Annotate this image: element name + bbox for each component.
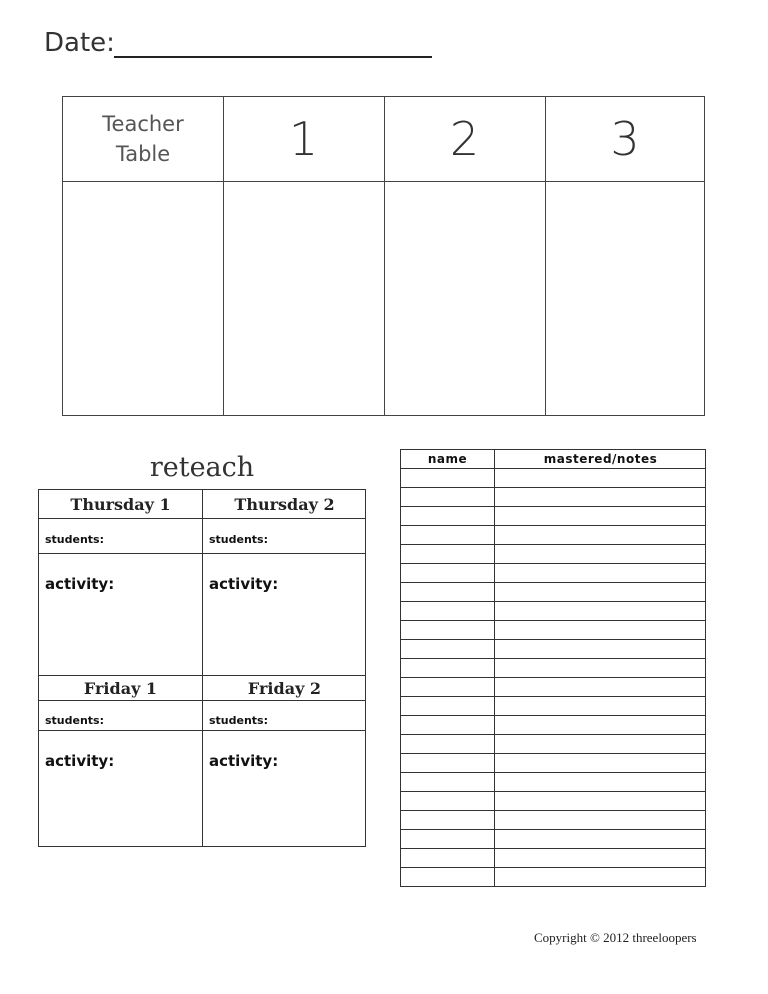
table-row-divider — [401, 563, 705, 564]
table-row-divider — [401, 772, 705, 773]
friday-2-header: Friday 2 — [247, 678, 322, 698]
thursday-1-header: Thursday 1 — [70, 494, 171, 514]
table-row-divider — [401, 848, 705, 849]
activity-label: activity: — [45, 752, 115, 770]
group-1-header — [223, 97, 384, 181]
table-row-divider — [401, 582, 705, 583]
activity-label: activity: — [209, 752, 279, 770]
activity-label: activity: — [209, 575, 279, 593]
row-divider — [39, 700, 365, 701]
group-1-number: 1 — [288, 112, 319, 166]
table-row-divider — [401, 677, 705, 678]
name-column-header: name — [427, 452, 468, 466]
table-row-divider — [401, 506, 705, 507]
column-divider — [223, 97, 224, 415]
table-row-divider — [401, 544, 705, 545]
table-row-divider — [401, 658, 705, 659]
activity-label: activity: — [45, 575, 115, 593]
column-divider — [202, 676, 203, 846]
students-label: students: — [209, 533, 269, 546]
row-divider — [39, 553, 365, 554]
group-3-number: 3 — [610, 112, 640, 166]
reteach-friday-table — [38, 675, 366, 847]
copyright-notice: Copyright © 2012 threeloopers — [534, 930, 697, 945]
mastery-notes-table — [400, 449, 706, 887]
table-row-divider — [401, 525, 705, 526]
header-divider — [401, 468, 705, 469]
thursday-2-header: Thursday 2 — [234, 494, 335, 514]
table-row-divider — [401, 620, 705, 621]
teacher-table-grid — [62, 96, 705, 416]
table-row-divider — [401, 734, 705, 735]
table-row-divider — [401, 601, 705, 602]
table-row-divider — [401, 753, 705, 754]
reteach-thursday-table — [38, 489, 366, 676]
table-row-divider — [401, 487, 705, 488]
row-divider — [39, 518, 365, 519]
table-row-divider — [401, 810, 705, 811]
table-row-divider — [401, 867, 705, 868]
group-2-number: 2 — [449, 112, 480, 166]
notes-column-header: mastered/notes — [543, 452, 658, 466]
reteach-title: reteach — [149, 452, 255, 483]
table-row-divider — [401, 829, 705, 830]
teacher-table-header — [63, 97, 223, 181]
friday-1-header: Friday 1 — [83, 678, 158, 698]
column-divider — [384, 97, 385, 415]
table-row-divider — [401, 791, 705, 792]
column-divider — [545, 97, 546, 415]
header-divider — [63, 181, 704, 182]
date-write-line[interactable] — [114, 56, 432, 58]
students-label: students: — [45, 533, 105, 546]
table-row-divider — [401, 639, 705, 640]
date-label: Date: — [44, 28, 115, 58]
students-label: students: — [209, 714, 269, 727]
row-divider — [39, 730, 365, 731]
group-3-header — [545, 97, 705, 181]
table-row-divider — [401, 715, 705, 716]
teacher-table-label: Teacher Table — [102, 112, 184, 166]
group-2-header — [384, 97, 545, 181]
column-divider — [494, 450, 495, 886]
students-label: students: — [45, 714, 105, 727]
table-row-divider — [401, 696, 705, 697]
